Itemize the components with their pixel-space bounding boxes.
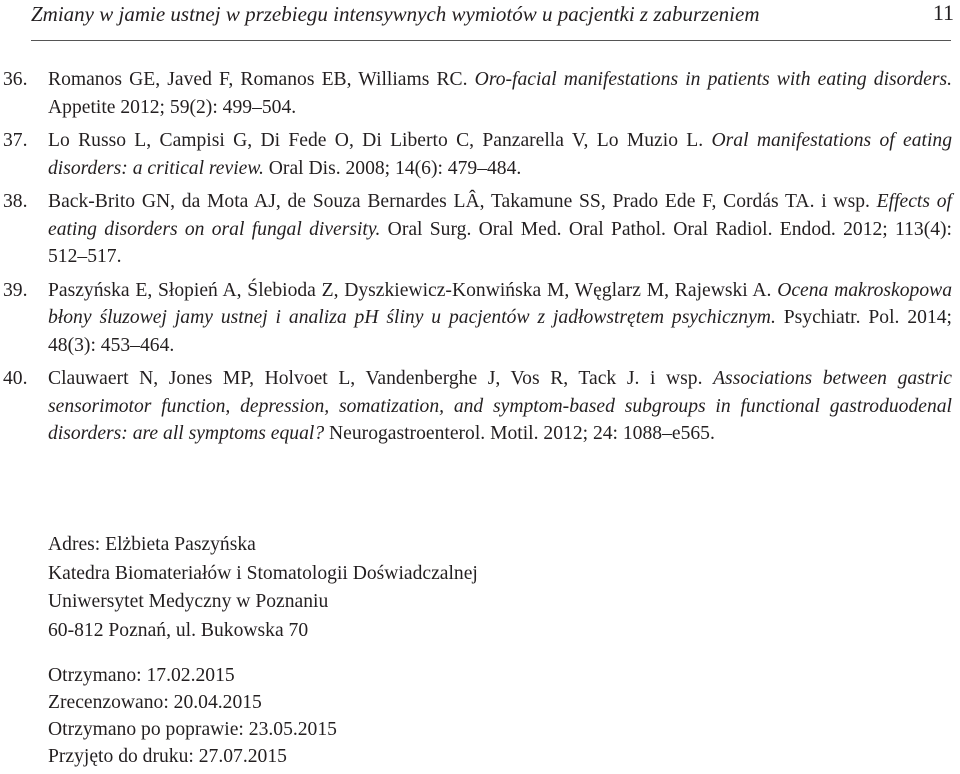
reference-title: Effects of eating disorders on oral fungal diversity. [48,191,952,240]
reference-authors: Back-Brito GN, da Mota AJ, de Souza Bernardes LÂ, Takamune SS, Prado Ede F, Cordás TA. i wsp. [48,191,870,212]
reference-title: Oro-facial manifestations in patients with eating disorders. [474,69,952,90]
reference-text [48,188,952,271]
reference-authors: Romanos GE, Javed F, Romanos EB, Williams RC. [48,69,468,90]
reference-authors: Lo Russo L, Campisi G, Di Fede O, Di Liberto C, Panzarella V, Lo Muzio L. [48,130,704,151]
reference-source: Neurogastroenterol. Motil. 2012; 24: 1088–e565. [329,423,715,444]
reference-authors: Paszyńska E, Słopień A, Ślebioda Z, Dyszkiewicz-Konwińska M, Węglarz M, Rajewski A. [48,279,772,301]
reference-item [0,188,960,271]
correspondence-address [48,531,478,645]
reference-text [48,127,952,182]
reference-number: 36. [3,69,28,90]
reference-text [48,365,952,448]
reference-number: 38. [3,191,28,212]
reference-source: Appetite 2012; 59(2): 499–504. [48,96,297,118]
date-revised: Otrzymano po poprawie: 23.05.2015 [48,719,337,740]
reference-number: 39. [3,279,28,301]
reference-number: 37. [3,130,28,151]
date-accepted: Przyjęto do druku: 27.07.2015 [48,746,287,767]
publication-dates [48,662,337,770]
reference-item [0,365,960,448]
reference-title: Associations between gastric sensorimotor function, depression, somatization, and symptom-based subgroups in functional gastroduodenal disorders: are all symptoms equal? [48,368,952,444]
reference-list [0,66,960,454]
running-title: Zmiany w jamie ustnej w przebiegu intensywnych wymiotów u pacjentki z zaburzeniem [31,2,760,26]
reference-text [48,277,952,360]
reference-number: 40. [3,368,28,389]
reference-item [0,277,960,360]
reference-text [48,66,952,121]
page-number: 11 [932,0,954,25]
reference-source: Oral Surg. Oral Med. Oral Pathol. Oral Radiol. Endod. 2012; 113(4): 512–517. [48,218,952,267]
reference-authors: Clauwaert N, Jones MP, Holvoet L, Vandenberghe J, Vos R, Tack J. i wsp. [48,368,703,389]
reference-source: Psychiatr. Pol. 2014; 48(3): 453–464. [48,307,952,356]
reference-title: Oral manifestations of eating disorders: a critical review. [48,130,952,179]
page-header [31,0,954,41]
address-street: 60-812 Poznań, ul. Bukowska 70 [48,619,309,641]
address-university: Uniwersytet Medyczny w Poznaniu [48,591,329,612]
reference-item [0,127,960,182]
date-reviewed: Zrecenzowano: 20.04.2015 [48,692,262,713]
address-name: Adres: Elżbieta Paszyńska [48,534,256,555]
reference-title: Ocena makroskopowa błony śluzowej jamy ustnej i analiza pH śliny u pacjentów z jadłowstrętem psychicznym. [48,279,952,328]
reference-source: Oral Dis. 2008; 14(6): 479–484. [268,157,522,179]
date-received: Otrzymano: 17.02.2015 [48,665,235,686]
reference-item [0,66,960,121]
address-department: Katedra Biomateriałów i Stomatologii Doświadczalnej [48,562,478,584]
